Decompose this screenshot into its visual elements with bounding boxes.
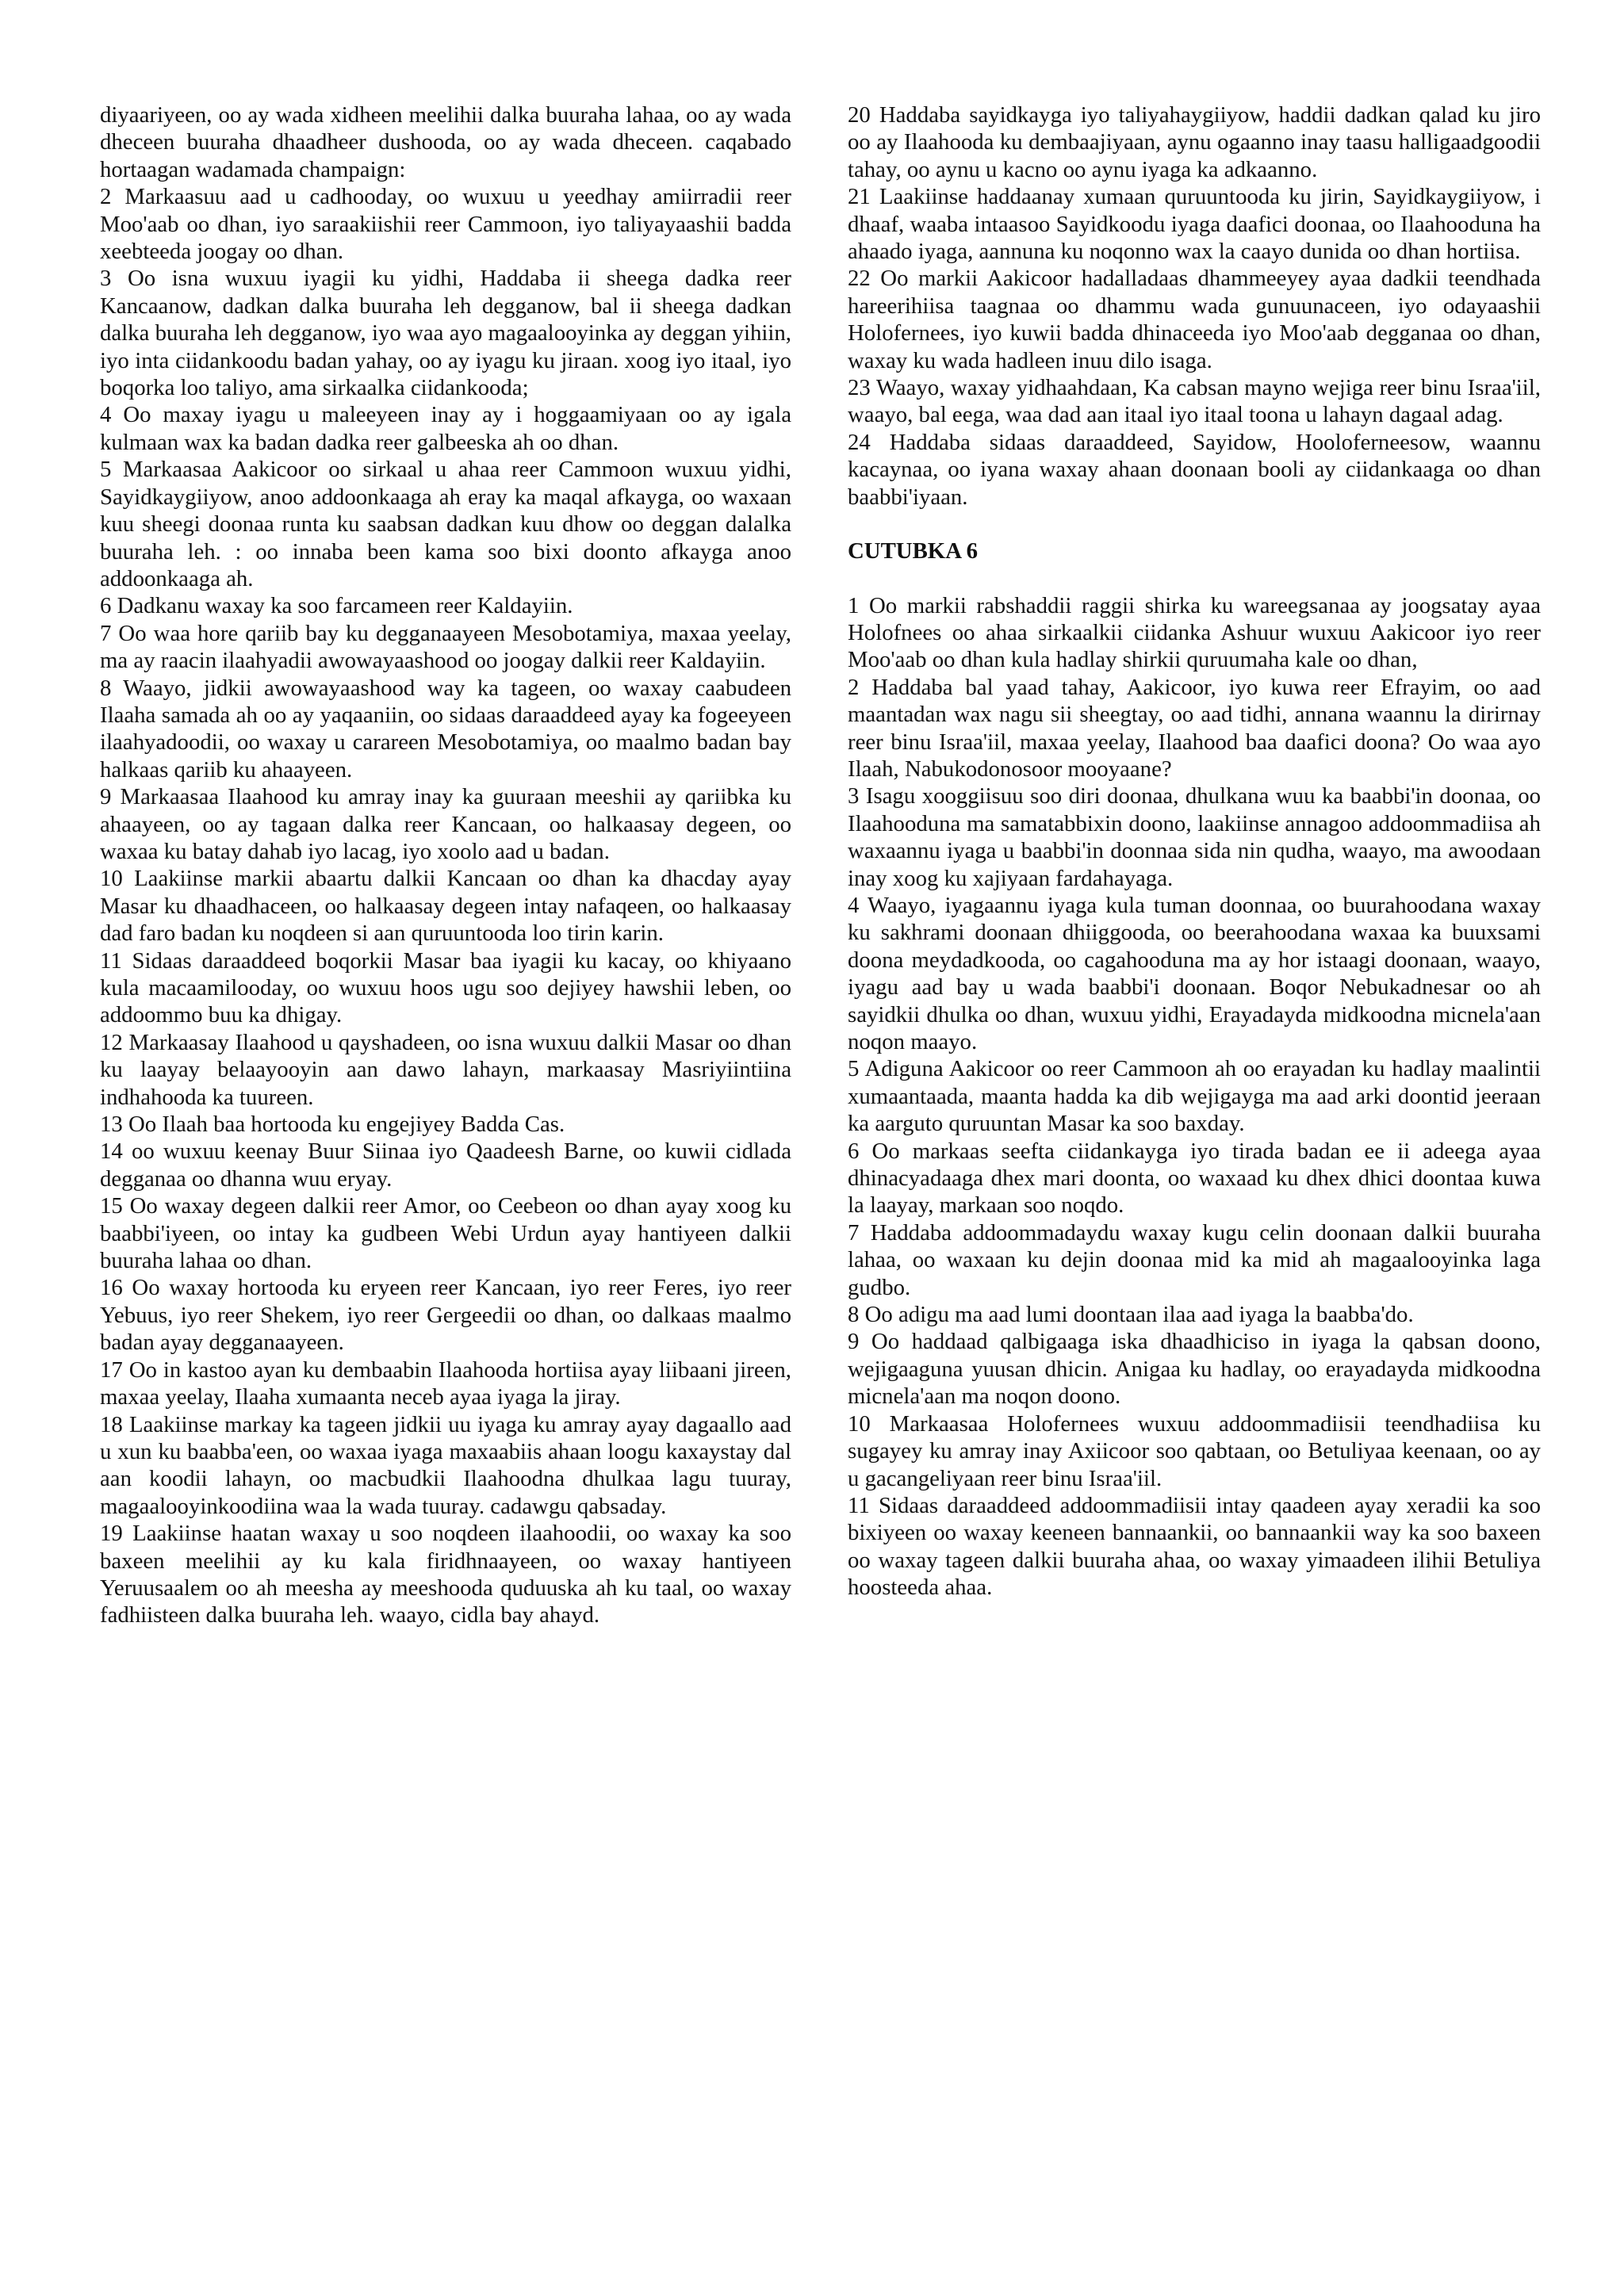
ch6-verse-9: 9 Oo haddaad qalbigaaga iska dhaadhiciso in iyaga la qabsan doono, wejigaaguna yuusan dhicin. Anigaa ku hadlay, oo erayadayda midkoodna micnela'aan ma noqon doono. — [848, 1329, 1541, 1410]
verse-19: 19 Laakiinse haatan waxay u soo noqdeen ilaahoodii, oo waxay ka soo baxeen meelihii ay ku kala firidhnaayeen, oo waxay hantiyeen Yeruusaalem oo ah meesha ay meeshooda quduuska ah ku taal, oo waxay fadhiisteen dalka buuraha leh. waayo, cidla bay ahayd. — [100, 1521, 791, 1628]
ch6-verse-11: 11 Sidaas daraaddeed addoommadiisii intay qaadeen ayay xeradii ka soo bixiyeen oo waxay keeneen bannaankii, oo bannaankii way ka soo baxeen oo waxay tageen dalkii buuraha ahaa, oo waxay yimaadeen ilihii Betuliya hoosteeda ahaa. — [848, 1492, 1541, 1601]
verse-17: 17 Oo in kastoo ayan ku dembaabin Ilaahooda hortiisa ayay liibaani jireen, maxaa yeelay, Ilaaha xumaanta neceb ayaa iyaga la jiray. — [100, 1357, 791, 1410]
ch6-verse-5: 5 Adiguna Aakicoor oo reer Cammoon ah oo erayadan ku hadlay maalintii xumaantaada, maanta hadda ka dib wejigayga ma aad arki doontid jeeraan ka aarguto quruuntan Masar ka soo baxday. — [848, 1056, 1541, 1137]
verse-10: 10 Laakiinse markii abaartu dalkii Kancaan oo dhan ka dhacday ayay Masar ku dhaadhaceen, oo halkaasay degeen intay nafaqeen, oo halkaasay dad faro badan ku noqdeen si aan quruuntooda loo tirin karin. — [100, 866, 791, 947]
verse-23: 23 Waayo, waxay yidhaahdaan, Ka cabsan mayno wejiga reer binu Israa'iil, waayo, bal eega, waa dad aan itaal iyo itaal toona u lahayn dagaal adag. — [848, 375, 1541, 428]
verse-7: 7 Oo waa hore qariib bay ku degganaayeen Mesobotamiya, maxaa yeelay, ma ay raacin ilaahyadii awowayaashood oo joogay dalkii reer Kaldayiin. — [100, 620, 791, 674]
verse-6: 6 Dadkanu waxay ka soo farcameen reer Kaldayiin. — [100, 593, 573, 619]
verse-16: 16 Oo waxay hortooda ku eryeen reer Kancaan, iyo reer Feres, iyo reer Yebuus, iyo reer Shekem, iyo reer Gergeedii oo dhan, oo dalkaas maalmo badan ayay degganaayeen. — [100, 1275, 791, 1356]
paragraph: diyaariyeen, oo ay wada xidheen meelihii dalka buuraha lahaa, oo ay wada dheceen buuraha dhaadheer dushooda, oo ay wada dheceen. caqabado hortaagan wadamada champaign: — [100, 102, 791, 182]
verse-2: 2 Markaasuu aad u cadhooday, oo wuxuu u yeedhay amiirradii reer Moo'aab oo dhan, iyo saraakiishii reer Cammoon, iyo taliyayaashii badda xeebteeda joogay oo dhan. — [100, 184, 791, 265]
ch6-verse-7: 7 Haddaba addoommadaydu waxay kugu celin doonaan dalkii buuraha lahaa, oo waxaan ku dejin doonaa mid ka mid ah magaalooyinka laga gudbo. — [848, 1219, 1541, 1300]
right-column — [848, 101, 1541, 1601]
ch6-verse-1: 1 Oo markii rabshaddii raggii shirka ku wareegsanaa ay joogsatay ayaa Holofnees oo ahaa sirkaalkii ciidanka Ashuur wuxuu Aakicoor iyo reer Moo'aab oo dhan kula hadlay shirkii quruumaha kale oo dhan, — [848, 592, 1541, 673]
verse-18: 18 Laakiinse markay ka tageen jidkii uu iyaga ku amray ayay dagaallo aad u xun ku baabba'een, oo waxaa iyaga maxaabiis ahaan loogu kaxaystay dal aan koodii lahayn, oo macbudkii Ilaahoodna dhulkaa lagu tuuray, magaalooyinkoodiina waa la wada tuuray. cadawgu qabsaday. — [100, 1411, 791, 1519]
verse-4: 4 Oo maxay iyagu u maleeyeen inay ay i hoggaamiyaan oo ay igala kulmaan wax ka badan dadka reer galbeeska ah oo dhan. — [100, 402, 791, 455]
left-column — [100, 101, 791, 1629]
verse-12: 12 Markaasay Ilaahood u qayshadeen, oo isna wuxuu dalkii Masar oo dhan ku laayay belaayooyin aan dawo lahayn, markaasay Masriyiintiina indhahooda ka tuureen. — [100, 1029, 791, 1110]
verse-3: 3 Oo isna wuxuu iyagii ku yidhi, Haddaba ii sheega dadka reer Kancaanow, dadkan dalka buuraha leh degganow, bal ii sheega dadkan dalka buuraha leh degganow, iyo waa ayo magaalooyinka ay deggan yihiin, iyo inta ciidankoodu badan yahay, oo ay iyagu ku jiraan. xoog iyo itaal, iyo boqorka loo taliyo, ama sirkaalka ciidankooda; — [100, 266, 791, 401]
verse-20: 20 Haddaba sayidkayga iyo taliyahaygiiyow, haddii dadkan qalad ku jiro oo ay Ilaahooda ku dembaajiyaan, aynu ogaanno inay taasu halligaadgoodii tahay, oo aynu u kacno oo aynu iyaga ka adkaanno. — [848, 102, 1541, 182]
verse-24: 24 Haddaba sidaas daraaddeed, Sayidow, Hooloferneesow, waannu kacaynaa, oo iyana waxay ahaan doonaan booli ay ciidankaaga oo dhan baabbi'iyaan. — [848, 429, 1541, 510]
verse-22: 22 Oo markii Aakicoor hadalladaas dhammeeyey ayaa dadkii teendhada hareerihiisa taagnaa oo dhammu wada gunuunaceen, iyo odayaashii Holofernees, iyo kuwii badda dhinaceeda iyo Moo'aab degganaa oo dhan, waxay ku wada hadleen inuu dilo isaga. — [848, 266, 1541, 373]
verse-8: 8 Waayo, jidkii awowayaashood way ka tageen, oo waxay caabudeen Ilaaha samada ah oo ay yaqaaniin, oo sidaas daraaddeed ayay ka fogeeyeen ilaahyadoodii, oo waxay u carareen Mesobotamiya, oo maalmo badan bay halkaas qariib ku ahaayeen. — [100, 675, 791, 783]
chapter-heading: CUTUBKA 6 — [848, 538, 979, 564]
verse-5: 5 Markaasaa Aakicoor oo sirkaal u ahaa reer Cammoon wuxuu yidhi, Sayidkaygiiyow, anoo addoonkaaga ah eray ka maqal afkayga, oo waxaan kuu sheegi doonaa runta ku saabsan dadkan kuu dhow oo deggan dalalka buuraha leh. : oo innaba been kama soo bixi doonto afkayga anoo addoonkaaga ah. — [100, 457, 791, 591]
ch6-verse-10: 10 Markaasaa Holofernees wuxuu addoommadiisii teendhadiisa ku sugayey ku amray inay Axiicoor soo qabtaan, oo Betuliyaa keenaan, oo ay u gacangeliyaan reer binu Israa'iil. — [848, 1410, 1541, 1491]
ch6-verse-4: 4 Waayo, iyagaannu iyaga kula tuman doonnaa, oo buurahoodana waxay ku sakhrami doonaan dhiiggooda, oo beerahoodana waxaa ka buuxsami doona meydadkooda, oo cagahooduna ma ay hor istaagi doonaan, waayo, iyagu aad bay u wada baabbi'i doonaan. Boqor Nebukadnesar oo ah sayidkii dhulka oo dhan, wuxuu yidhi, Erayadayda midkoodna micnela'aan noqon maayo. — [848, 892, 1541, 1054]
ch6-verse-3: 3 Isagu xooggiisuu soo diri doonaa, dhulkana wuu ka baabbi'in doonaa, oo Ilaahooduna ma samatabbixin doono, laakiinse annagoo addoommadiisa ah waxaannu iyaga u baabbi'in doonnaa sida nin qudha, waayo, ma awoodaan inay xoog ku xajiyaan fardahayaga. — [848, 783, 1541, 891]
verse-15: 15 Oo waxay degeen dalkii reer Amor, oo Ceebeon oo dhan ayay xoog ku baabbi'iyeen, oo intay ka gudbeen Webi Urdun ayay hantiyeen dalkii buuraha lahaa oo dhan. — [100, 1193, 791, 1274]
ch6-verse-8: 8 Oo adigu ma aad lumi doontaan ilaa aad iyaga la baabba'do. — [848, 1302, 1414, 1328]
verse-9: 9 Markaasaa Ilaahood ku amray inay ka guuraan meeshii ay qariibka ku ahaayeen, oo ay tagaan dalka reer Kancaan, oo halkaasay degeen, oo waxaa ku batay dahab iyo lacag, iyo xoolo aad u badan. — [100, 784, 791, 864]
verse-11: 11 Sidaas daraaddeed boqorkii Masar baa iyagii ku kacay, oo khiyaano kula macaamilooday, oo wuxuu hoos ugu soo dejiyey hawshii leben, oo addoommo buu ka dhigay. — [100, 947, 791, 1028]
ch6-verse-6: 6 Oo markaas seefta ciidankayga iyo tirada badan ee ii adeega ayaa dhinacyadaaga dhex mari doonta, oo waxaad ku dhex dhici doontaa kuwa la laayay, markaan soo noqdo. — [848, 1138, 1541, 1219]
ch6-verse-2: 2 Haddaba bal yaad tahay, Aakicoor, iyo kuwa reer Efrayim, oo aad maantadan wax nagu sii sheegtay, oo aad tidhi, annana waannu la dirirnay reer binu Israa'iil, maxaa yeelay, Ilaahood baa daafici doona? Oo waa ayo Ilaah, Nabukodonosoor mooyaane? — [848, 674, 1541, 782]
verse-14: 14 oo wuxuu keenay Buur Siinaa iyo Qaadeesh Barne, oo kuwii cidlada degganaa oo dhanna wuu eryay. — [100, 1138, 791, 1192]
verse-13: 13 Oo Ilaah baa hortooda ku engejiyey Badda Cas. — [100, 1112, 565, 1138]
verse-21: 21 Laakiinse haddaanay xumaan quruuntooda ku jirin, Sayidkaygiiyow, i dhaaf, waaba intaasoo Sayidkoodu iyaga daafici doonaa, oo Ilaahooduna ha ahaado iyaga, aannuna ku noqonno wax la caayo dunida oo dhan hortiisa. — [848, 184, 1541, 265]
